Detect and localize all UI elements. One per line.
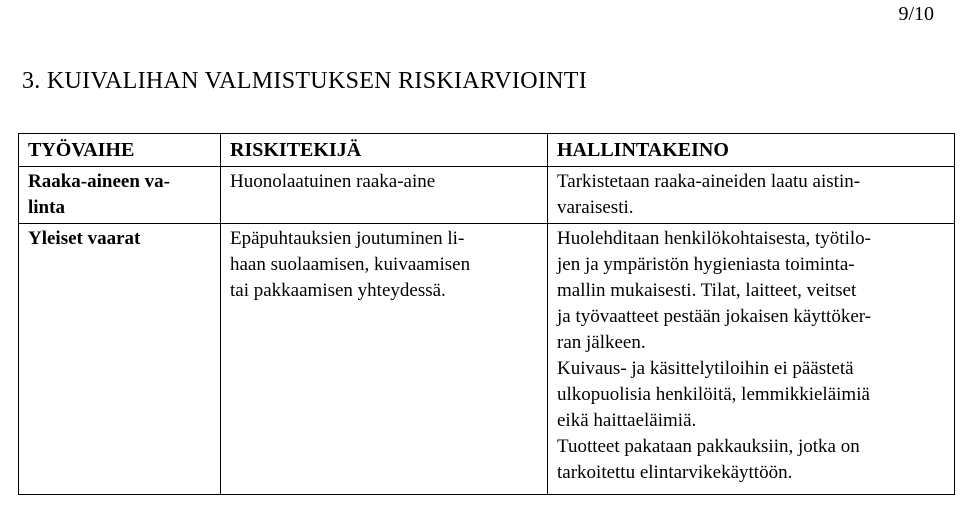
cell-line: Raaka-aineen va- (28, 171, 170, 192)
section-title: 3. KUIVALIHAN VALMISTUKSEN RISKIARVIOINTI (22, 68, 588, 94)
cell-riskitekija (221, 224, 548, 495)
cell-line: Huonolaatuinen raaka-aine (230, 171, 436, 192)
cell-line: Tuotteet pakataan pakkauksiin, jotka on (557, 436, 860, 457)
cell-line: Yleiset vaarat (28, 228, 141, 249)
page-number: 9/10 (898, 3, 934, 25)
table-row (19, 167, 955, 224)
cell-line: Tarkistetaan raaka-aineiden laatu aistin- (557, 171, 861, 192)
cell-line: eikä haittaeläimiä. (557, 410, 697, 431)
hallinta-paragraph (557, 226, 946, 356)
cell-line: ran jälkeen. (557, 332, 646, 353)
cell-line: jen ja ympäristön hygieniasta toiminta- (557, 254, 855, 275)
cell-line: mallin mukaisesti. Tilat, laitteet, veitset (557, 280, 857, 301)
cell-line: tai pakkaamisen yhteydessä. (230, 280, 446, 301)
header-tyovaihe: TYÖVAIHE (19, 134, 221, 167)
cell-line: linta (28, 197, 65, 218)
header-hallintakeino: HALLINTAKEINO (548, 134, 955, 167)
cell-line: Epäpuhtauksien joutuminen li- (230, 228, 465, 249)
cell-line: haan suolaamisen, kuivaamisen (230, 254, 471, 275)
cell-hallintakeino (548, 167, 955, 224)
cell-tyovaihe (19, 167, 221, 224)
cell-line: Kuivaus- ja käsittelytiloihin ei päästetä (557, 358, 854, 379)
cell-hallintakeino (548, 224, 955, 495)
hallinta-paragraph (557, 434, 946, 486)
cell-line: Huolehditaan henkilökohtaisesta, työtilo- (557, 228, 871, 249)
cell-line: ulkopuolisia henkilöitä, lemmikkieläimiä (557, 384, 870, 405)
risk-assessment-table (18, 133, 955, 495)
cell-line: varaisesti. (557, 197, 634, 218)
cell-riskitekija (221, 167, 548, 224)
table-header-row (19, 134, 955, 167)
hallinta-paragraph (557, 169, 946, 221)
cell-line: ja työvaatteet pestään jokaisen käyttöker- (557, 306, 872, 327)
cell-tyovaihe (19, 224, 221, 495)
cell-line: tarkoitettu elintarvikekäyttöön. (557, 462, 793, 483)
header-riskitekija: RISKITEKIJÄ (221, 134, 548, 167)
hallinta-paragraph (557, 356, 946, 434)
table-row (19, 224, 955, 495)
